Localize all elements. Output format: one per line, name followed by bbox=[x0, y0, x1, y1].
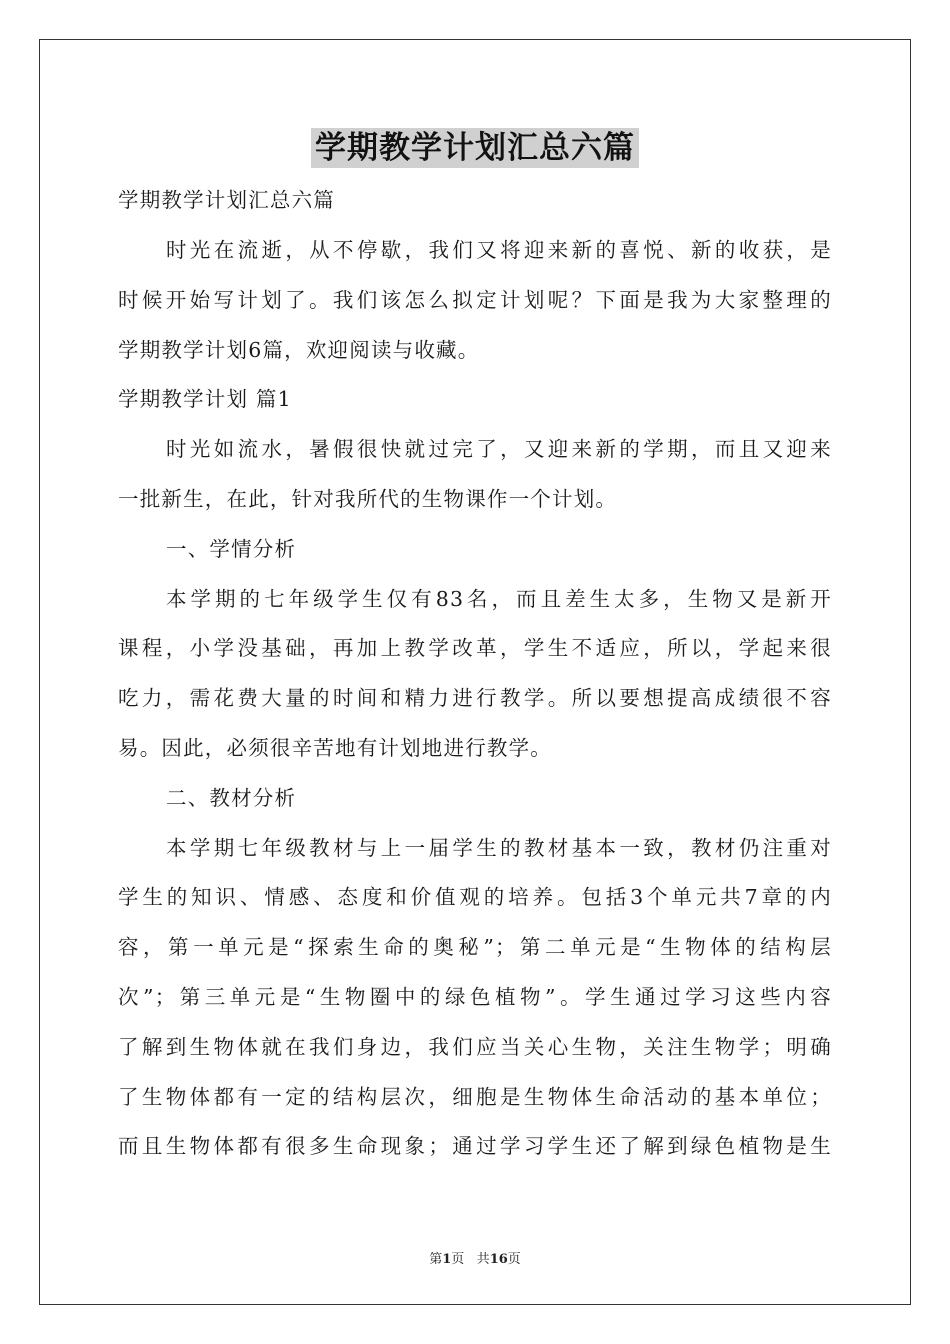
paragraph-line: 本学期七年级教材与上一届学生的教材基本一致，教材仍注重对 bbox=[166, 836, 832, 860]
document-title: 学期教学计划汇总六篇 bbox=[311, 128, 639, 168]
paragraph-line: 课程，小学没基础，再加上教学改革，学生不适应，所以，学起来很 bbox=[118, 636, 832, 660]
paragraph-line: 而且生物体都有很多生命现象；通过学习学生还了解到绿色植物是生 bbox=[118, 1134, 832, 1158]
footer-page-prefix: 第 bbox=[429, 1252, 443, 1267]
paragraph-line: 时候开始写计划了。我们该怎么拟定计划呢？下面是我为大家整理的 bbox=[118, 288, 832, 312]
footer-total-suffix: 页 bbox=[507, 1252, 521, 1267]
paragraph-line: 易。因此，必须很辛苦地有计划地进行教学。 bbox=[118, 736, 552, 760]
paragraph-line: 本学期的七年级学生仅有83名，而且差生太多，生物又是新开 bbox=[166, 587, 832, 611]
footer-page-suffix: 页 bbox=[451, 1252, 465, 1267]
paragraph-line: 了生物体都有一定的结构层次，细胞是生物体生命活动的基本单位； bbox=[118, 1085, 832, 1109]
page-footer bbox=[0, 1248, 950, 1267]
subheading-analysis: 一、学情分析 bbox=[166, 537, 297, 561]
section-heading: 学期教学计划 篇1 bbox=[118, 387, 292, 411]
footer-page-number: 1 bbox=[442, 1252, 452, 1267]
paragraph-line: 了解到生物体就在我们身边，我们应当关心生物，关注生物学；明确 bbox=[118, 1035, 832, 1059]
footer-total-prefix: 共 bbox=[476, 1252, 490, 1267]
page-border bbox=[39, 39, 911, 1305]
paragraph-line: 一批新生，在此，针对我所代的生物课作一个计划。 bbox=[118, 487, 618, 511]
paragraph-line: 学生的知识、情感、态度和价值观的培养。包括3个单元共7章的内 bbox=[118, 885, 832, 909]
footer-total-pages: 16 bbox=[489, 1252, 508, 1267]
paragraph-line: 次”；第三单元是“生物圈中的绿色植物”。学生通过学习这些内容 bbox=[118, 985, 832, 1009]
subheading-textbook: 二、教材分析 bbox=[166, 786, 297, 810]
title-container bbox=[0, 128, 950, 168]
paragraph-line: 学期教学计划6篇，欢迎阅读与收藏。 bbox=[118, 338, 480, 362]
paragraph-line: 时光在流逝，从不停歇，我们又将迎来新的喜悦、新的收获，是 bbox=[166, 238, 832, 262]
paragraph-line: 吃力，需花费大量的时间和精力进行教学。所以要想提高成绩很不容 bbox=[118, 686, 832, 710]
paragraph-line: 时光如流水，暑假很快就过完了，又迎来新的学期，而且又迎来 bbox=[166, 437, 832, 461]
subtitle-line: 学期教学计划汇总六篇 bbox=[118, 188, 335, 212]
paragraph-line: 容，第一单元是“探索生命的奥秘”；第二单元是“生物体的结构层 bbox=[118, 935, 832, 959]
